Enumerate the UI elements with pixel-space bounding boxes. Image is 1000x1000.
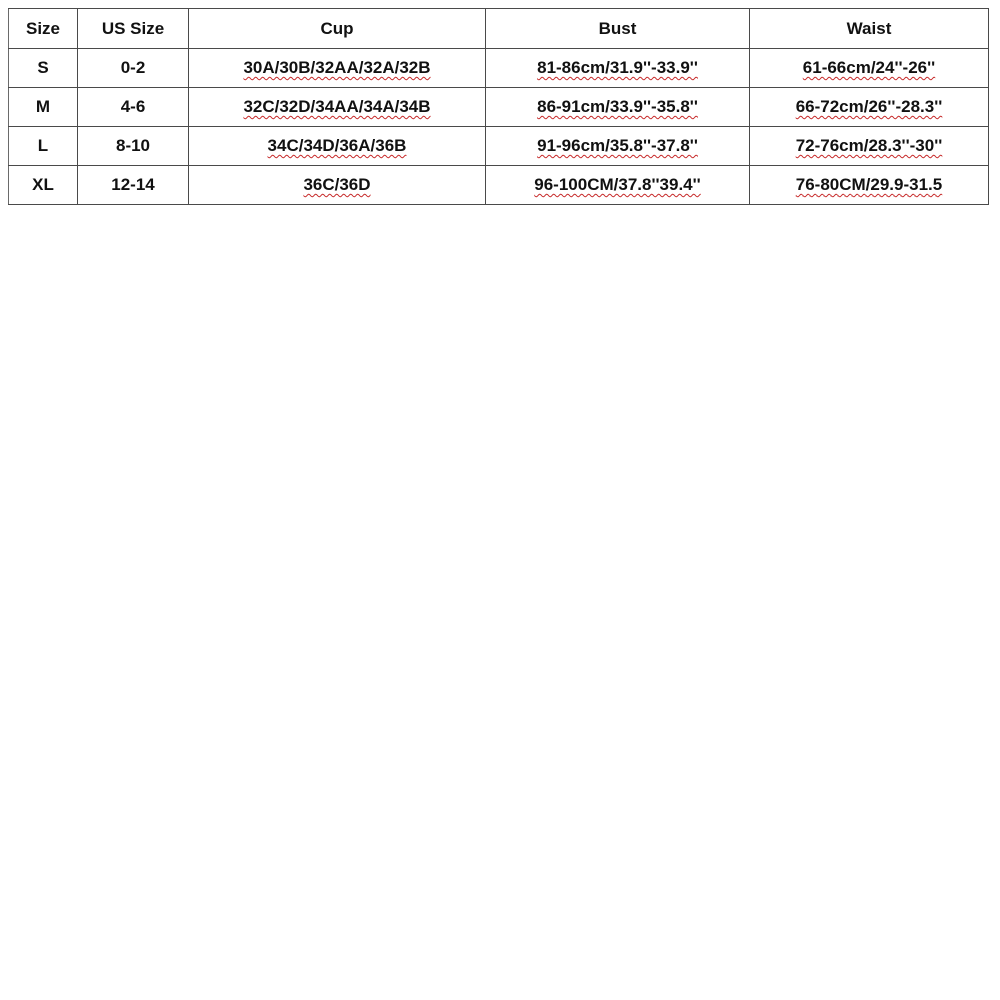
cell-size: M [9, 88, 78, 127]
table-row [9, 127, 989, 166]
cell-waist [750, 88, 989, 127]
cell-cup [189, 166, 486, 205]
header-size: Size [9, 9, 78, 49]
bust-value: 81-86cm/31.9''-33.9'' [537, 58, 698, 77]
cup-value: 34C/34D/36A/36B [267, 136, 407, 155]
waist-value: 72-76cm/28.3''-30'' [795, 136, 943, 155]
cell-cup [189, 127, 486, 166]
cup-value: 30A/30B/32AA/32A/32B [243, 58, 431, 77]
cell-waist [750, 127, 989, 166]
bust-value: 86-91cm/33.9''-35.8'' [537, 97, 698, 116]
cell-size: S [9, 49, 78, 88]
header-row [9, 9, 989, 49]
cup-value: 36C/36D [303, 175, 371, 194]
cell-us-size: 0-2 [78, 49, 189, 88]
cell-bust [486, 49, 750, 88]
cell-us-size: 12-14 [78, 166, 189, 205]
bust-value: 91-96cm/35.8''-37.8'' [537, 136, 698, 155]
cell-bust [486, 88, 750, 127]
cell-bust [486, 127, 750, 166]
waist-value: 66-72cm/26''-28.3'' [795, 97, 943, 116]
cell-size: L [9, 127, 78, 166]
table-row [9, 88, 989, 127]
header-waist: Waist [750, 9, 989, 49]
cell-waist [750, 166, 989, 205]
cell-us-size: 4-6 [78, 88, 189, 127]
waist-value: 61-66cm/24''-26'' [802, 58, 936, 77]
header-cup: Cup [189, 9, 486, 49]
waist-value: 76-80CM/29.9-31.5 [795, 175, 943, 194]
cell-cup [189, 88, 486, 127]
header-bust: Bust [486, 9, 750, 49]
header-us-size: US Size [78, 9, 189, 49]
bust-value: 96-100CM/37.8''39.4'' [534, 175, 701, 194]
cell-us-size: 8-10 [78, 127, 189, 166]
table-row [9, 49, 989, 88]
cup-value: 32C/32D/34AA/34A/34B [243, 97, 431, 116]
cell-waist [750, 49, 989, 88]
cell-bust [486, 166, 750, 205]
cell-cup [189, 49, 486, 88]
cell-size: XL [9, 166, 78, 205]
table-row [9, 166, 989, 205]
size-chart-table [8, 8, 989, 205]
